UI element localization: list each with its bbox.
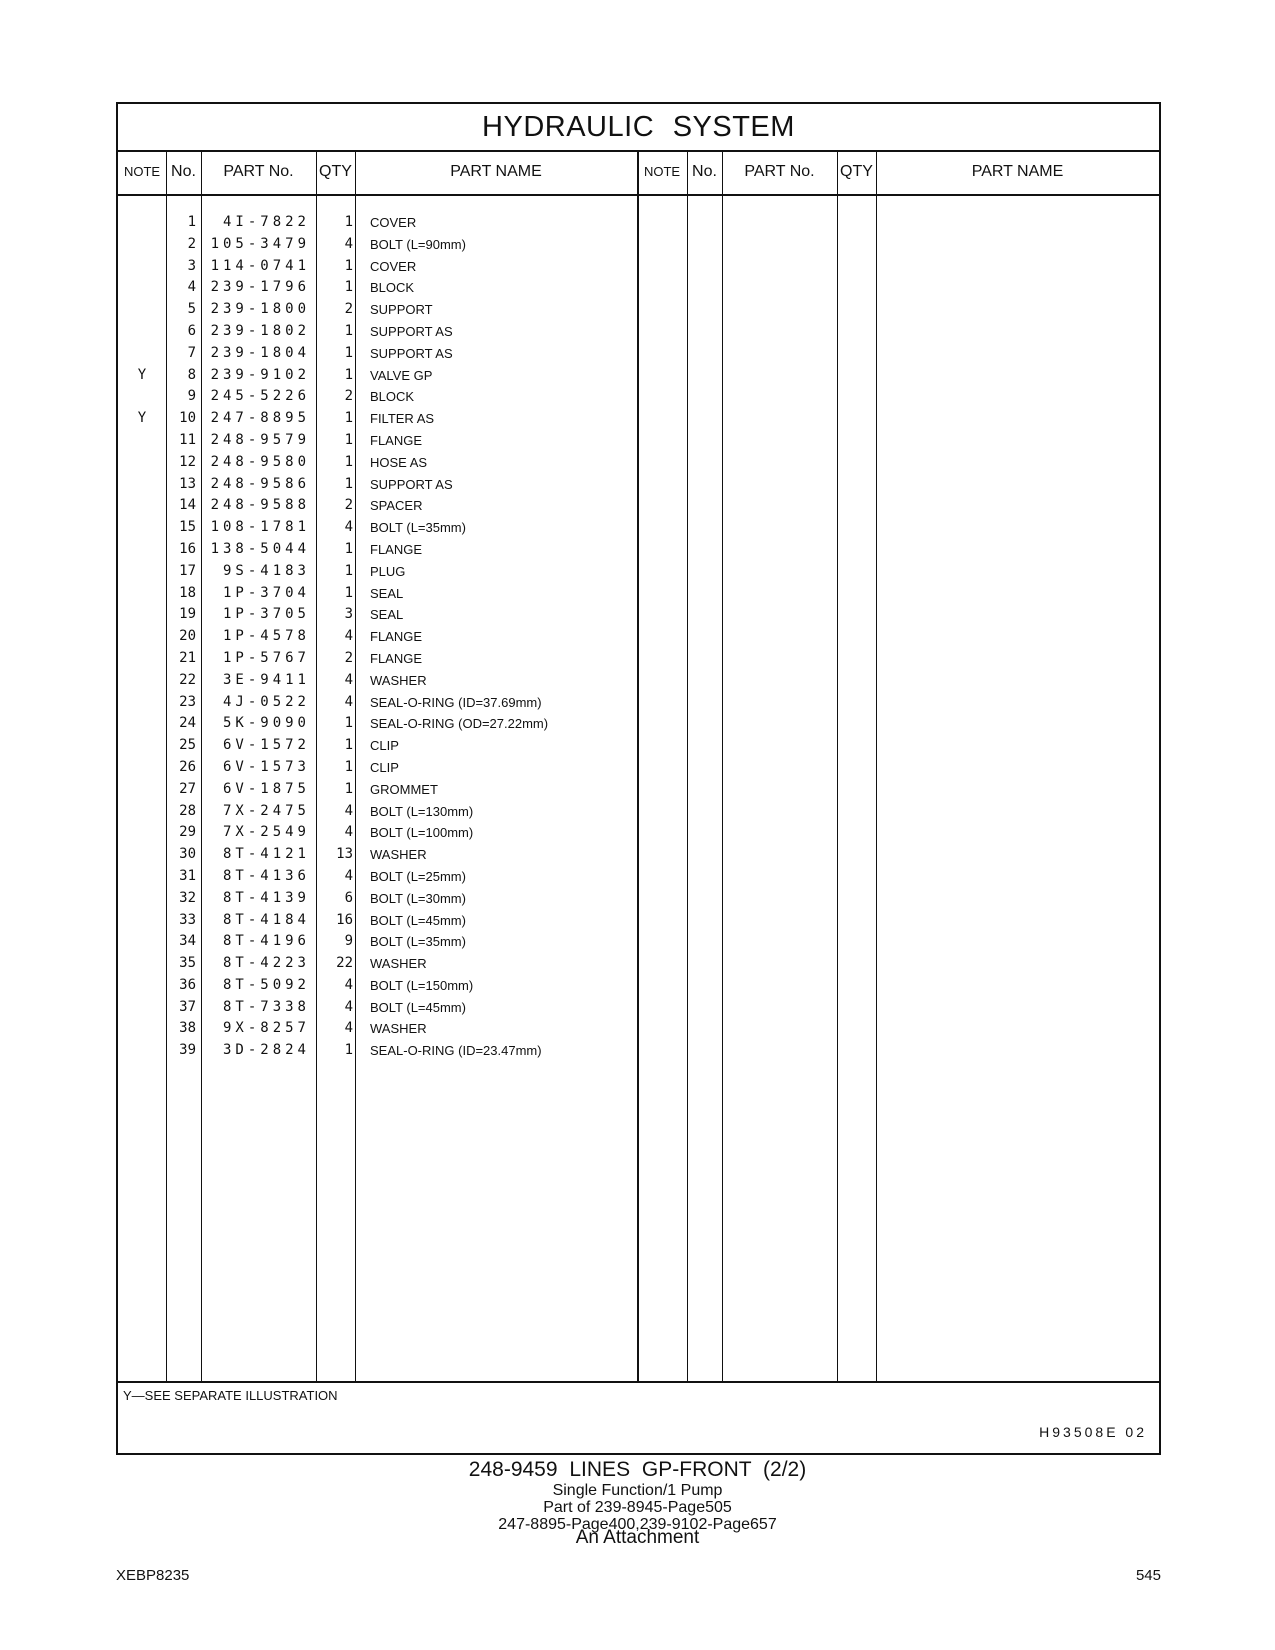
table-row — [118, 953, 1159, 975]
row-part-number: 239-1804 — [210, 344, 310, 361]
row-part-number: 8T-4139 — [222, 889, 310, 906]
row-quantity: 4 — [344, 1020, 353, 1037]
table-row — [118, 452, 1159, 474]
table-row — [118, 692, 1159, 714]
row-number: 29 — [179, 824, 196, 841]
row-part-number: 3D-2824 — [222, 1042, 310, 1059]
row-quantity: 2 — [344, 301, 353, 318]
row-part-name: FLANGE — [370, 650, 423, 666]
row-part-number: 7X-2475 — [222, 802, 310, 819]
row-quantity: 1 — [344, 1042, 353, 1059]
row-part-name: BOLT (L=90mm) — [370, 236, 466, 252]
table-row — [118, 888, 1159, 910]
row-part-number: 8T-5092 — [222, 976, 310, 993]
row-part-name: WASHER — [370, 672, 427, 688]
parts-table-frame — [116, 102, 1161, 1455]
row-quantity: 1 — [344, 344, 353, 361]
header-no-right: No. — [692, 163, 717, 180]
footnote: Y—SEE SEPARATE ILLUSTRATION — [123, 1388, 338, 1403]
row-part-name: BLOCK — [370, 389, 415, 405]
row-quantity: 4 — [344, 519, 353, 536]
table-row — [118, 539, 1159, 561]
row-number: 32 — [179, 889, 196, 906]
row-part-number: 6V-1573 — [222, 758, 310, 775]
row-number: 31 — [179, 867, 196, 884]
row-number: 10 — [179, 410, 196, 427]
row-part-name: BOLT (L=35mm) — [370, 520, 466, 536]
row-quantity: 1 — [344, 453, 353, 470]
footer-divider — [118, 1381, 1159, 1383]
row-part-number: 8T-4196 — [222, 933, 310, 950]
row-quantity: 22 — [336, 955, 353, 972]
table-row — [118, 256, 1159, 278]
row-part-name: SEAL — [370, 585, 404, 601]
row-part-name: WASHER — [370, 1021, 427, 1037]
row-part-number: 8T-4223 — [222, 955, 310, 972]
row-part-number: 8T-7338 — [222, 998, 310, 1015]
table-row — [118, 910, 1159, 932]
row-quantity: 13 — [336, 846, 353, 863]
table-row — [118, 757, 1159, 779]
header-note-left: NOTE — [123, 164, 161, 179]
row-part-number: 1P-3704 — [222, 584, 310, 601]
table-row — [118, 343, 1159, 365]
row-quantity: 1 — [344, 584, 353, 601]
row-number: 15 — [179, 519, 196, 536]
table-row — [118, 321, 1159, 343]
row-part-name: FLANGE — [370, 541, 423, 557]
row-part-name: HOSE AS — [370, 454, 428, 470]
table-row — [118, 735, 1159, 757]
table-row — [118, 648, 1159, 670]
table-row — [118, 931, 1159, 953]
table-row — [118, 212, 1159, 234]
row-quantity: 1 — [344, 214, 353, 230]
row-number: 20 — [179, 628, 196, 645]
attachment-label: An Attachment — [575, 1527, 700, 1548]
row-part-name: FLANGE — [370, 629, 423, 645]
row-quantity: 1 — [344, 431, 353, 448]
row-number: 4 — [187, 279, 196, 296]
assembly-subtitle-1: Single Function/1 Pump — [552, 1482, 723, 1499]
row-number: 30 — [179, 846, 196, 863]
row-note: Y — [137, 366, 147, 383]
row-part-name: GROMMET — [370, 781, 438, 797]
row-quantity: 1 — [344, 475, 353, 492]
table-row — [118, 1018, 1159, 1040]
row-part-name: BLOCK — [370, 280, 415, 296]
row-quantity: 6 — [344, 889, 353, 906]
row-number: 2 — [187, 235, 196, 252]
row-number: 14 — [179, 497, 196, 514]
table-row — [118, 561, 1159, 583]
row-quantity: 4 — [344, 671, 353, 688]
table-row — [118, 844, 1159, 866]
row-part-name: SEAL-O-RING (ID=23.47mm) — [370, 1043, 542, 1059]
table-row — [118, 801, 1159, 823]
row-part-number: 1P-5767 — [222, 649, 310, 666]
assembly-title: 248-9459 LINES GP-FRONT (2/2) — [468, 1458, 807, 1481]
table-row — [118, 430, 1159, 452]
header-part-name-right: PART NAME — [971, 163, 1064, 180]
row-part-name: BOLT (L=30mm) — [370, 890, 466, 906]
row-part-name: SUPPORT — [370, 302, 433, 318]
assembly-subtitle-2: Part of 239-8945-Page505 — [543, 1499, 732, 1516]
header-part-no-right: PART No. — [744, 163, 815, 180]
row-part-name: BOLT (L=150mm) — [370, 977, 474, 993]
header-note-right: NOTE — [643, 164, 681, 179]
table-row — [118, 365, 1159, 387]
table-row — [118, 822, 1159, 844]
row-part-number: 9S-4183 — [222, 562, 310, 579]
row-number: 7 — [187, 344, 196, 361]
drawing-code: H93508E 02 — [1039, 1424, 1147, 1440]
row-part-number: 247-8895 — [210, 410, 310, 427]
row-part-number: 5K-9090 — [222, 715, 310, 732]
row-number: 26 — [179, 758, 196, 775]
table-row — [118, 517, 1159, 539]
row-part-number: 138-5044 — [210, 540, 310, 557]
row-part-number: 9X-8257 — [222, 1020, 310, 1037]
row-part-number: 7X-2549 — [222, 824, 310, 841]
row-quantity: 1 — [344, 540, 353, 557]
row-number: 37 — [179, 998, 196, 1015]
row-part-name: BOLT (L=45mm) — [370, 999, 466, 1015]
row-number: 16 — [179, 540, 196, 557]
row-part-name: SEAL-O-RING (ID=37.69mm) — [370, 694, 542, 710]
row-part-number: 6V-1875 — [222, 780, 310, 797]
table-row — [118, 997, 1159, 1019]
row-number: 34 — [179, 933, 196, 950]
row-quantity: 1 — [344, 780, 353, 797]
row-quantity: 2 — [344, 649, 353, 666]
row-number: 17 — [179, 562, 196, 579]
row-part-name: SPACER — [370, 498, 423, 514]
table-row — [118, 583, 1159, 605]
header-qty-right: QTY — [840, 163, 873, 180]
row-part-name: WASHER — [370, 847, 427, 863]
row-part-name: WASHER — [370, 956, 427, 972]
row-part-name: BOLT (L=100mm) — [370, 825, 474, 841]
row-number: 13 — [179, 475, 196, 492]
row-quantity: 9 — [344, 933, 353, 950]
row-quantity: 4 — [344, 802, 353, 819]
row-part-name: FLANGE — [370, 432, 423, 448]
row-part-name: SUPPORT AS — [370, 323, 453, 339]
row-quantity: 4 — [344, 998, 353, 1015]
row-number: 5 — [187, 301, 196, 318]
row-quantity: 1 — [344, 715, 353, 732]
row-quantity: 2 — [344, 497, 353, 514]
row-part-number: 8T-4136 — [222, 867, 310, 884]
row-part-name: BOLT (L=45mm) — [370, 912, 466, 928]
assembly-subtitle-3: 247-8895-Page400,239-9102-Page657 — [498, 1516, 777, 1533]
table-row — [118, 626, 1159, 648]
header-part-name-left: PART NAME — [450, 163, 542, 180]
row-part-number: 248-9586 — [210, 475, 310, 492]
row-part-name: FILTER AS — [370, 411, 435, 427]
row-number: 38 — [179, 1020, 196, 1037]
table-row — [118, 975, 1159, 997]
row-quantity: 1 — [344, 257, 353, 274]
row-part-name: SUPPORT AS — [370, 476, 453, 492]
row-part-name: BOLT (L=35mm) — [370, 934, 466, 950]
document-id: XEBP8235 — [116, 1567, 190, 1584]
row-number: 25 — [179, 737, 196, 754]
row-number: 23 — [179, 693, 196, 710]
row-part-number: 239-1802 — [210, 322, 310, 339]
row-part-number: 248-9588 — [210, 497, 310, 514]
row-part-name: BOLT (L=25mm) — [370, 868, 466, 884]
row-number: 12 — [179, 453, 196, 470]
row-part-number: 114-0741 — [210, 257, 310, 274]
row-quantity: 4 — [344, 693, 353, 710]
row-number: 28 — [179, 802, 196, 819]
parts-list — [118, 212, 1159, 1062]
row-note: Y — [137, 410, 147, 427]
row-part-number: 1P-3705 — [222, 606, 310, 623]
row-quantity: 1 — [344, 758, 353, 775]
row-number: 21 — [179, 649, 196, 666]
row-quantity: 3 — [344, 606, 353, 623]
row-number: 1 — [187, 214, 196, 230]
row-number: 6 — [187, 322, 196, 339]
row-quantity: 16 — [336, 911, 353, 928]
row-part-number: 108-1781 — [210, 519, 310, 536]
row-number: 19 — [179, 606, 196, 623]
table-row — [118, 866, 1159, 888]
row-part-name: SEAL — [370, 607, 404, 623]
row-part-name: COVER — [370, 258, 417, 274]
row-quantity: 4 — [344, 235, 353, 252]
table-row — [118, 779, 1159, 801]
row-number: 35 — [179, 955, 196, 972]
row-part-number: 105-3479 — [210, 235, 310, 252]
row-part-number: 248-9579 — [210, 431, 310, 448]
row-part-number: 8T-4184 — [222, 911, 310, 928]
table-row — [118, 299, 1159, 321]
row-quantity: 2 — [344, 388, 353, 405]
row-part-name: VALVE GP — [370, 367, 433, 383]
table-row — [118, 386, 1159, 408]
table-row — [118, 604, 1159, 626]
row-quantity: 4 — [344, 824, 353, 841]
row-number: 3 — [187, 257, 196, 274]
row-quantity: 1 — [344, 410, 353, 427]
page-number: 545 — [1135, 1567, 1161, 1584]
row-quantity: 1 — [344, 279, 353, 296]
table-row — [118, 408, 1159, 430]
row-part-number: 245-5226 — [210, 388, 310, 405]
row-number: 24 — [179, 715, 196, 732]
row-part-number: 4I-7822 — [222, 214, 310, 230]
row-quantity: 4 — [344, 867, 353, 884]
row-quantity: 1 — [344, 366, 353, 383]
row-number: 36 — [179, 976, 196, 993]
row-number: 18 — [179, 584, 196, 601]
row-quantity: 4 — [344, 628, 353, 645]
header-no-left: No. — [171, 163, 196, 180]
row-part-number: 248-9580 — [210, 453, 310, 470]
row-part-number: 3E-9411 — [222, 671, 310, 688]
row-number: 11 — [179, 431, 196, 448]
row-number: 33 — [179, 911, 196, 928]
row-part-number: 4J-0522 — [222, 693, 310, 710]
table-row — [118, 277, 1159, 299]
row-part-number: 239-1800 — [210, 301, 310, 318]
row-number: 39 — [179, 1042, 196, 1059]
row-part-number: 8T-4121 — [222, 846, 310, 863]
row-quantity: 1 — [344, 737, 353, 754]
table-row — [118, 234, 1159, 256]
row-part-name: CLIP — [370, 738, 399, 754]
row-quantity: 4 — [344, 976, 353, 993]
row-part-number: 239-9102 — [210, 366, 310, 383]
table-row — [118, 495, 1159, 517]
row-number: 27 — [179, 780, 196, 797]
row-quantity: 1 — [344, 562, 353, 579]
header-part-no-left: PART No. — [223, 163, 294, 180]
row-part-name: SUPPORT AS — [370, 345, 453, 361]
row-part-name: COVER — [370, 215, 417, 230]
row-number: 9 — [187, 388, 196, 405]
row-part-name: CLIP — [370, 759, 399, 775]
row-number: 22 — [179, 671, 196, 688]
row-number: 8 — [187, 366, 196, 383]
header-qty-left: QTY — [319, 163, 352, 180]
table-row — [118, 670, 1159, 692]
table-row — [118, 1040, 1159, 1062]
row-part-name: PLUG — [370, 563, 406, 579]
table-row — [118, 713, 1159, 735]
row-part-name: BOLT (L=130mm) — [370, 803, 474, 819]
row-part-number: 1P-4578 — [222, 628, 310, 645]
row-part-number: 6V-1572 — [222, 737, 310, 754]
section-title: HYDRAULIC SYSTEM — [118, 104, 1159, 152]
row-part-number: 239-1796 — [210, 279, 310, 296]
row-part-name: SEAL-O-RING (OD=27.22mm) — [370, 716, 549, 732]
row-quantity: 1 — [344, 322, 353, 339]
table-row — [118, 474, 1159, 496]
